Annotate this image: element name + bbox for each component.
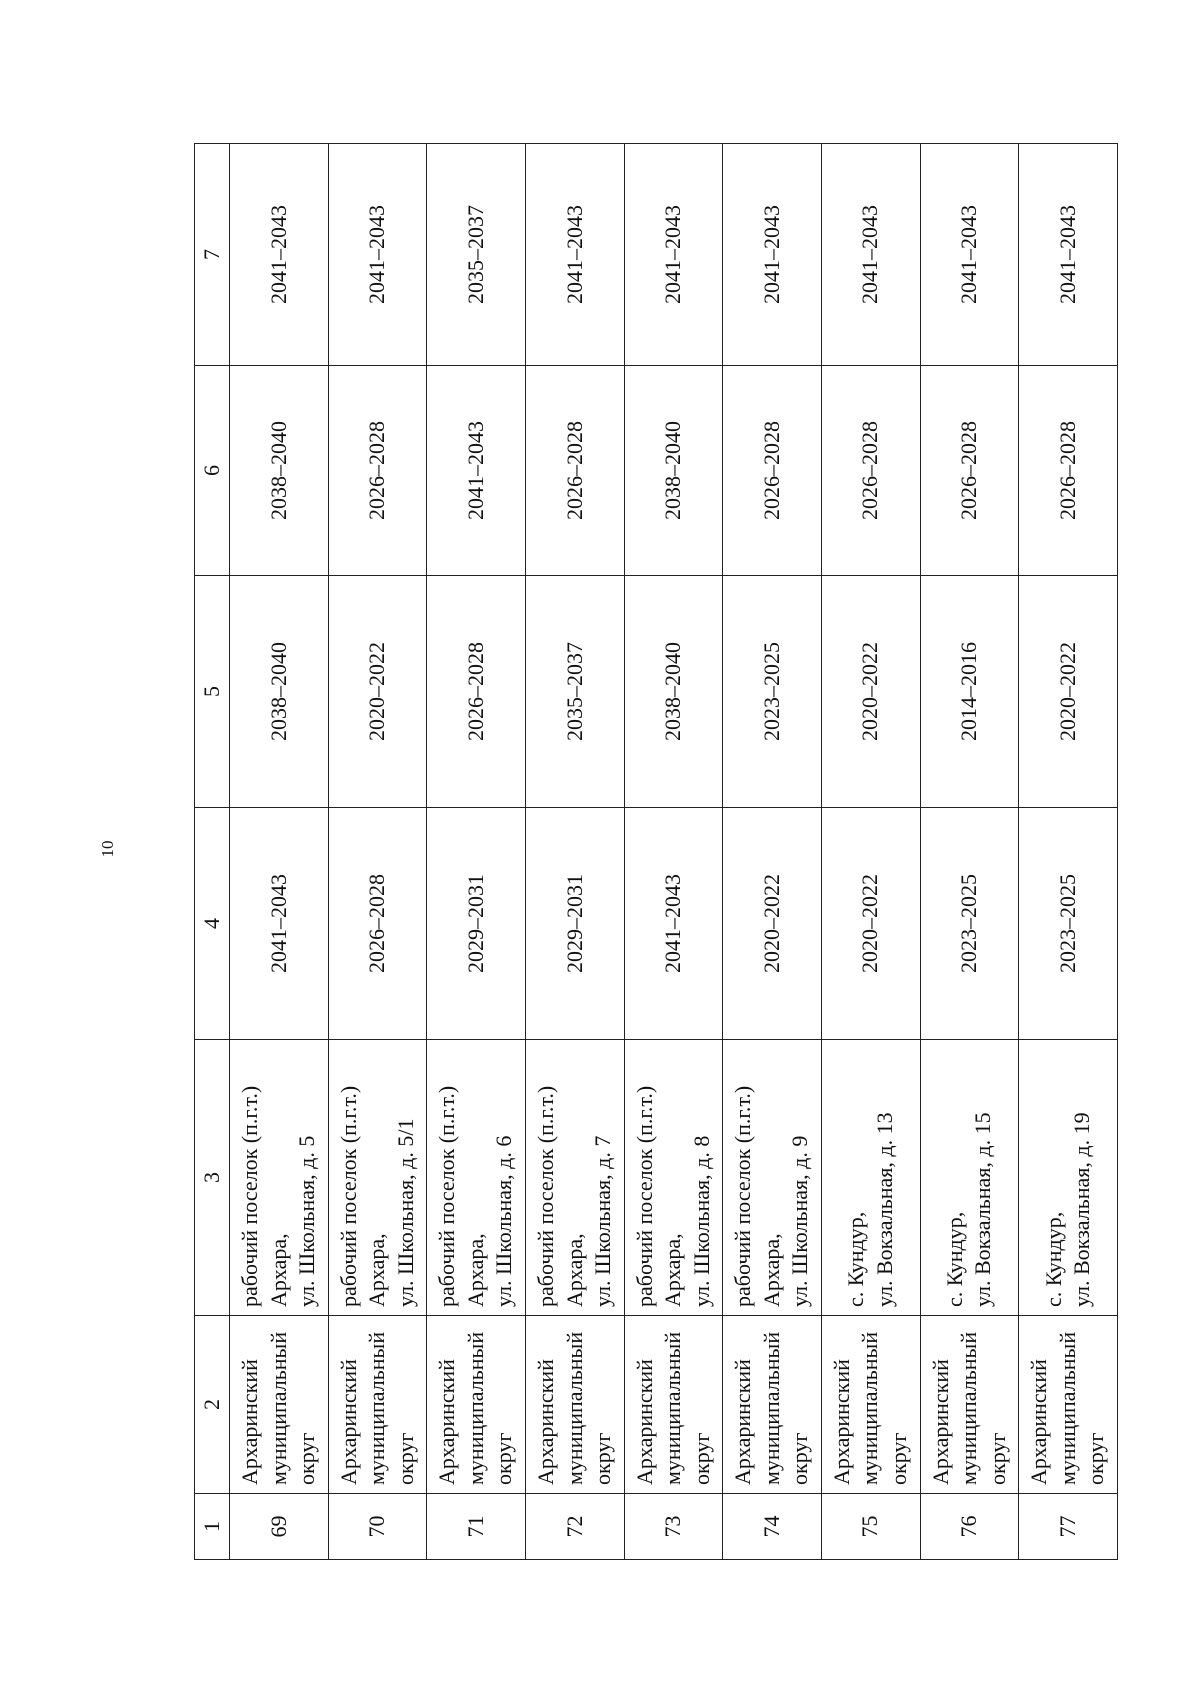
table-row: [624, 144, 723, 1560]
district-line: округ: [886, 1432, 912, 1485]
district-cell: [624, 1316, 723, 1494]
period-cell-col7: 2041–2043: [1019, 144, 1118, 366]
period-cell-col5: 2020–2022: [1019, 576, 1118, 808]
column-number: 2: [195, 1316, 230, 1494]
period-cell-col4: 2029–2031: [427, 808, 526, 1040]
period-cell-col6: 2038–2040: [624, 366, 723, 576]
district-cell: [821, 1316, 920, 1494]
period-cell-col6: 2026–2028: [1019, 366, 1118, 576]
district-line: округ: [491, 1432, 517, 1485]
table-row: [723, 144, 822, 1560]
address-line: Архара,: [660, 1233, 686, 1307]
address-line: Архара,: [758, 1233, 784, 1307]
district-line: Архаринский: [927, 1359, 953, 1485]
period-cell-col7: 2035–2037: [427, 144, 526, 366]
row-number: 74: [723, 1494, 822, 1560]
period-cell-col4: 2023–2025: [920, 808, 1019, 1040]
address-cell: [230, 1040, 329, 1316]
district-line: Архаринский: [335, 1359, 361, 1485]
address-line: с. Кундур,: [941, 1211, 967, 1307]
period-cell-col7: 2041–2043: [624, 144, 723, 366]
address-cell: [920, 1040, 1019, 1316]
district-cell: [920, 1316, 1019, 1494]
period-cell-col4: 2023–2025: [1019, 808, 1118, 1040]
address-line: Архара,: [561, 1233, 587, 1307]
address-line: ул. Школьная, д. 8: [688, 1135, 714, 1307]
period-cell-col4: 2041–2043: [230, 808, 329, 1040]
district-line: округ: [787, 1432, 813, 1485]
column-number: 6: [195, 366, 230, 576]
period-cell-col7: 2041–2043: [821, 144, 920, 366]
period-cell-col4: 2041–2043: [624, 808, 723, 1040]
address-cell: [1019, 1040, 1118, 1316]
district-cell: [723, 1316, 822, 1494]
district-line: Архаринский: [730, 1359, 756, 1485]
rotated-table-container: [194, 144, 1118, 1560]
district-line: Архаринский: [631, 1359, 657, 1485]
column-number: 4: [195, 808, 230, 1040]
address-line: ул. Вокзальная, д. 13: [871, 1112, 897, 1307]
address-line: Архара,: [462, 1233, 488, 1307]
address-line: ул. Школьная, д. 6: [491, 1135, 517, 1307]
address-line: рабочий поселок (п.г.т.): [532, 1085, 558, 1307]
period-cell-col6: 2026–2028: [920, 366, 1019, 576]
address-line: ул. Вокзальная, д. 19: [1069, 1112, 1095, 1307]
district-line: округ: [1083, 1432, 1109, 1485]
column-number: 5: [195, 576, 230, 808]
district-line: округ: [294, 1432, 320, 1485]
page-number: 10: [98, 840, 117, 858]
period-cell-col5: 2026–2028: [427, 576, 526, 808]
period-cell-col4: 2020–2022: [723, 808, 822, 1040]
row-number: 77: [1019, 1494, 1118, 1560]
period-cell-col6: 2041–2043: [427, 366, 526, 576]
row-number: 69: [230, 1494, 329, 1560]
column-number: 7: [195, 144, 230, 366]
table-row: [821, 144, 920, 1560]
district-line: муниципальный: [1054, 1331, 1080, 1485]
period-cell-col6: 2038–2040: [230, 366, 329, 576]
period-cell-col6: 2026–2028: [525, 366, 624, 576]
address-line: Архара,: [265, 1233, 291, 1307]
address-cell: [723, 1040, 822, 1316]
address-line: ул. Школьная, д. 9: [787, 1135, 813, 1307]
address-cell: [624, 1040, 723, 1316]
district-cell: [328, 1316, 427, 1494]
district-cell: [1019, 1316, 1118, 1494]
address-line: ул. Школьная, д. 7: [590, 1135, 616, 1307]
period-cell-col5: 2038–2040: [624, 576, 723, 808]
address-line: рабочий поселок (п.г.т.): [730, 1085, 756, 1307]
table-row: [1019, 144, 1118, 1560]
row-number: 71: [427, 1494, 526, 1560]
period-cell-col7: 2041–2043: [723, 144, 822, 366]
row-number: 76: [920, 1494, 1019, 1560]
district-line: муниципальный: [364, 1331, 390, 1485]
address-cell: [328, 1040, 427, 1316]
period-cell-col6: 2026–2028: [723, 366, 822, 576]
table-row: [230, 144, 329, 1560]
district-line: Архаринский: [236, 1359, 262, 1485]
column-number: 1: [195, 1494, 230, 1560]
period-cell-col5: 2023–2025: [723, 576, 822, 808]
district-cell: [427, 1316, 526, 1494]
row-number: 72: [525, 1494, 624, 1560]
table-header: [195, 144, 230, 1560]
period-cell-col5: 2014–2016: [920, 576, 1019, 808]
address-cell: [525, 1040, 624, 1316]
period-cell-col6: 2026–2028: [328, 366, 427, 576]
address-line: Архара,: [364, 1233, 390, 1307]
period-cell-col7: 2041–2043: [230, 144, 329, 366]
district-line: муниципальный: [462, 1331, 488, 1485]
table-body: [230, 144, 1118, 1560]
period-cell-col5: 2035–2037: [525, 576, 624, 808]
district-cell: [525, 1316, 624, 1494]
district-line: Архаринский: [828, 1359, 854, 1485]
period-cell-col5: 2020–2022: [821, 576, 920, 808]
district-line: округ: [688, 1432, 714, 1485]
period-cell-col5: 2020–2022: [328, 576, 427, 808]
table-row: [525, 144, 624, 1560]
district-line: муниципальный: [561, 1331, 587, 1485]
address-line: ул. Вокзальная, д. 15: [970, 1112, 996, 1307]
column-number: 3: [195, 1040, 230, 1316]
address-line: ул. Школьная, д. 5: [294, 1135, 320, 1307]
district-line: муниципальный: [265, 1331, 291, 1485]
address-cell: [821, 1040, 920, 1316]
district-cell: [230, 1316, 329, 1494]
address-cell: [427, 1040, 526, 1316]
district-line: муниципальный: [660, 1331, 686, 1485]
district-line: муниципальный: [857, 1331, 883, 1485]
period-cell-col4: 2029–2031: [525, 808, 624, 1040]
address-line: рабочий поселок (п.г.т.): [631, 1085, 657, 1307]
district-line: муниципальный: [956, 1331, 982, 1485]
period-cell-col5: 2038–2040: [230, 576, 329, 808]
row-number: 70: [328, 1494, 427, 1560]
period-cell-col4: 2020–2022: [821, 808, 920, 1040]
period-cell-col6: 2026–2028: [821, 366, 920, 576]
address-line: рабочий поселок (п.г.т.): [236, 1085, 262, 1307]
row-number: 73: [624, 1494, 723, 1560]
district-line: Архаринский: [434, 1359, 460, 1485]
period-cell-col4: 2026–2028: [328, 808, 427, 1040]
district-line: Архаринский: [1026, 1359, 1052, 1485]
district-line: Архаринский: [532, 1359, 558, 1485]
table-row: [427, 144, 526, 1560]
column-number-row: [195, 144, 230, 1560]
address-line: ул. Школьная, д. 5/1: [392, 1118, 418, 1307]
address-line: рабочий поселок (п.г.т.): [335, 1085, 361, 1307]
period-cell-col7: 2041–2043: [525, 144, 624, 366]
period-cell-col7: 2041–2043: [920, 144, 1019, 366]
period-cell-col7: 2041–2043: [328, 144, 427, 366]
address-line: с. Кундур,: [1040, 1211, 1066, 1307]
address-line: рабочий поселок (п.г.т.): [434, 1085, 460, 1307]
row-number: 75: [821, 1494, 920, 1560]
district-line: округ: [392, 1432, 418, 1485]
district-line: округ: [590, 1432, 616, 1485]
address-line: с. Кундур,: [843, 1211, 869, 1307]
district-line: округ: [984, 1432, 1010, 1485]
register-table: [194, 143, 1118, 1560]
district-line: муниципальный: [758, 1331, 784, 1485]
table-row: [328, 144, 427, 1560]
table-row: [920, 144, 1019, 1560]
